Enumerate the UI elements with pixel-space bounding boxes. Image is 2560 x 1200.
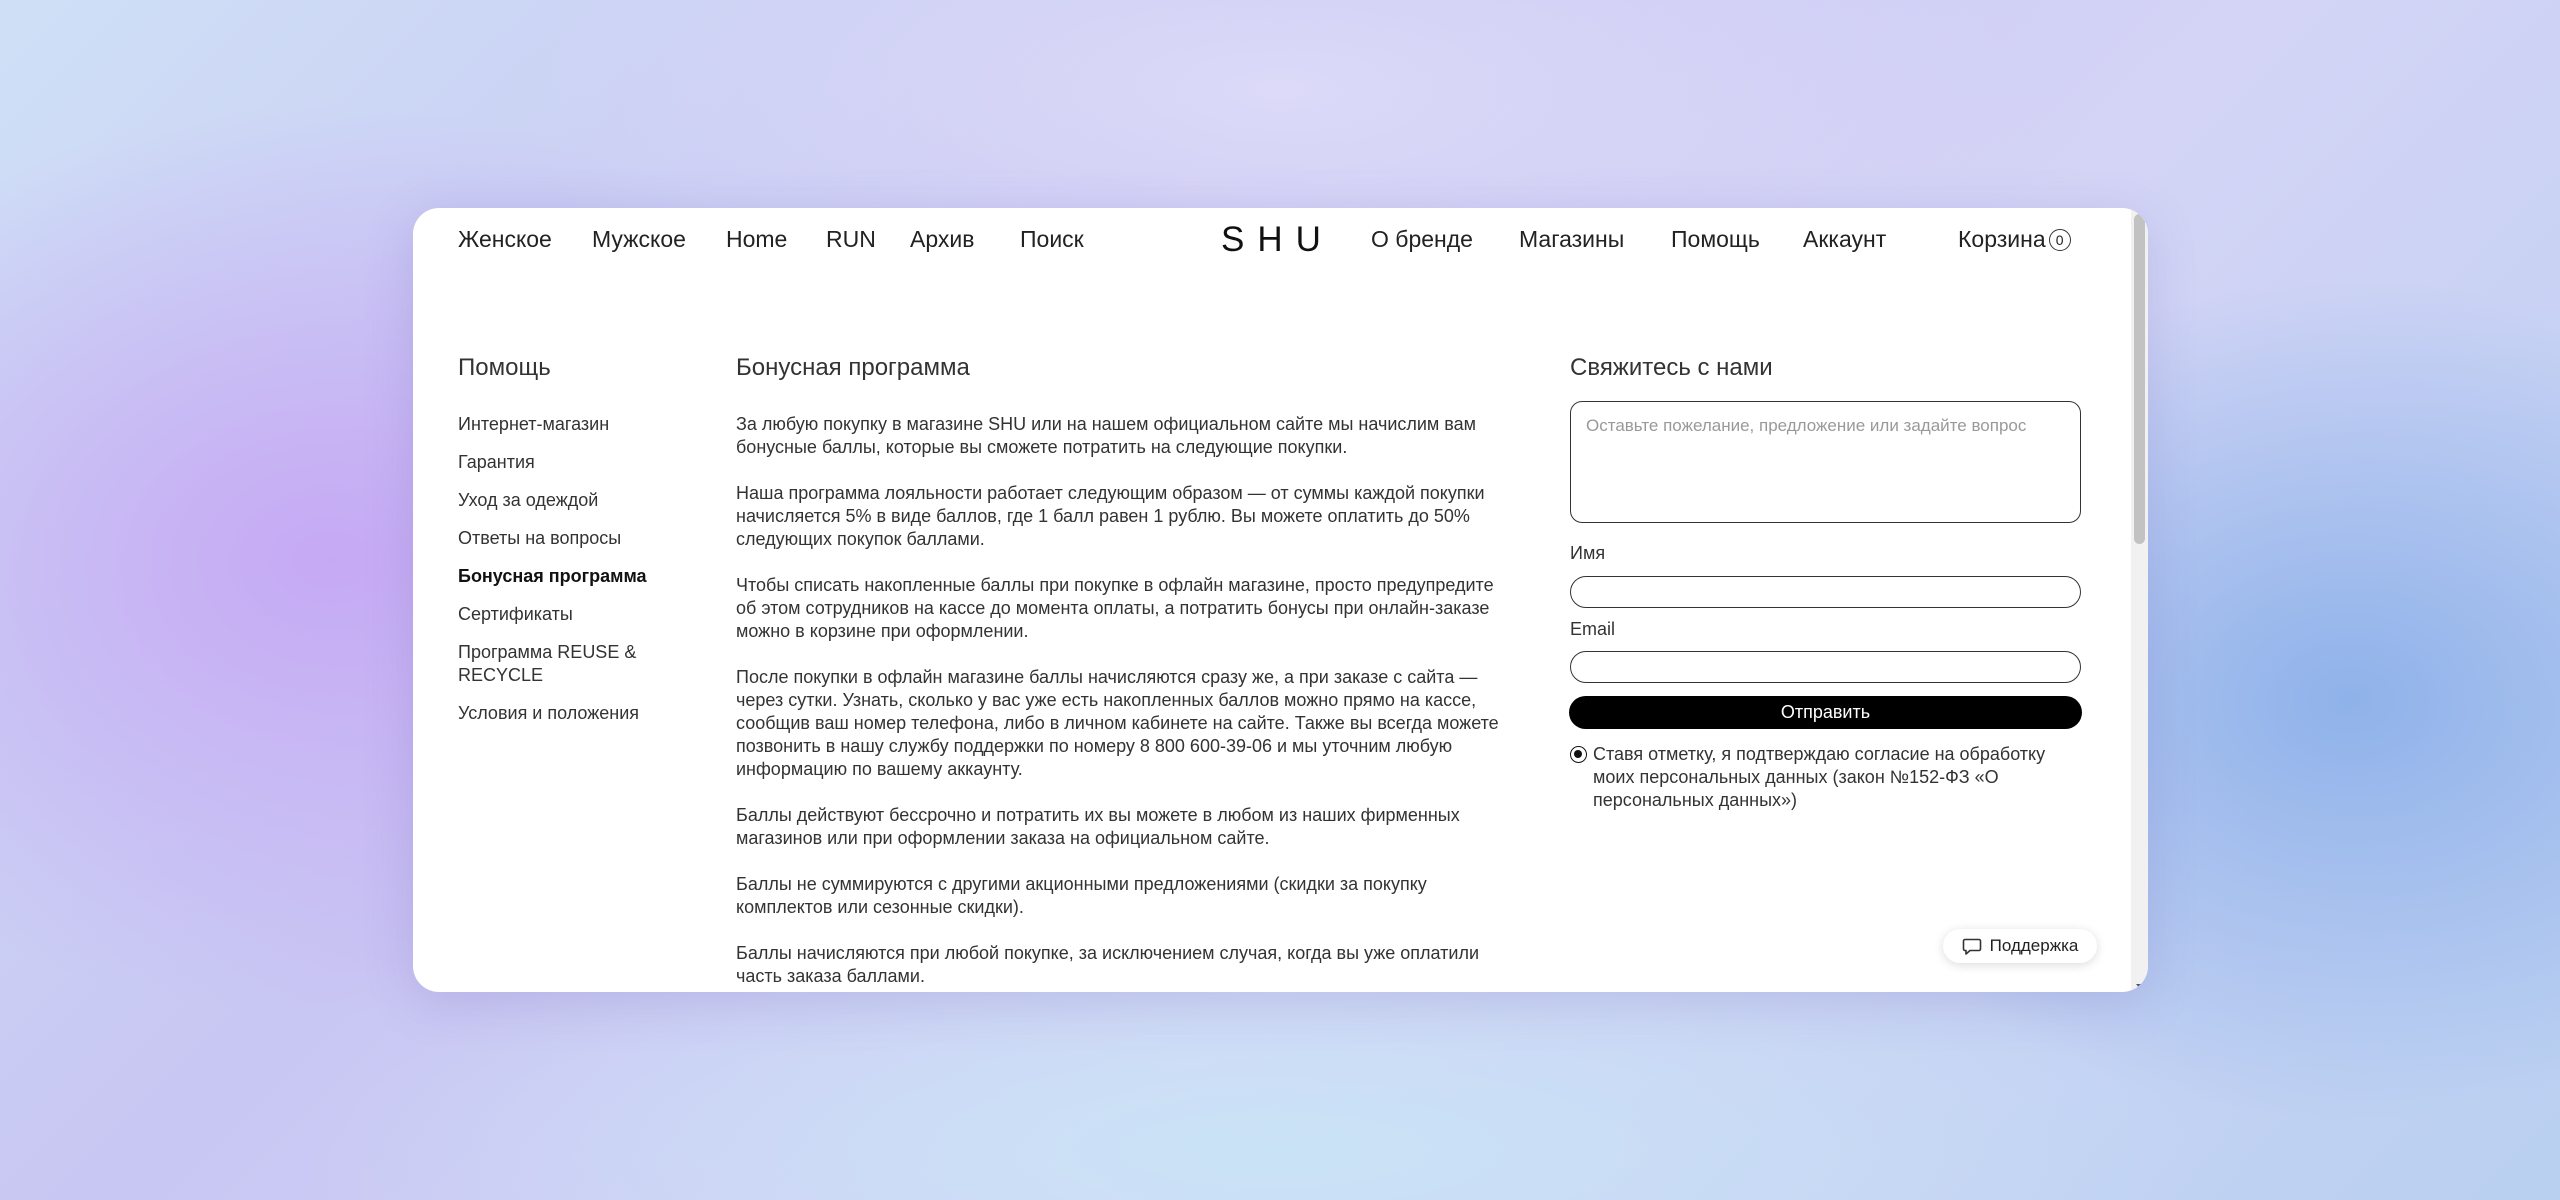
name-field[interactable] xyxy=(1570,576,2081,608)
sidebar-item-faq[interactable]: Ответы на вопросы xyxy=(458,528,622,548)
site-header xyxy=(413,208,2148,272)
paragraph: Баллы не суммируются с другими акционными предложениями (скидки за покупку комплектов или сезонные скидки). xyxy=(736,874,1427,917)
article-body xyxy=(736,413,1516,992)
help-sidebar xyxy=(458,413,688,740)
page-title: Бонусная программа xyxy=(736,354,970,381)
cart-button[interactable] xyxy=(1958,226,2071,253)
nav-help[interactable]: Помощь xyxy=(1671,226,1760,252)
nav-archive[interactable]: Архив xyxy=(910,226,975,252)
name-label: Имя xyxy=(1570,543,1606,563)
message-textarea[interactable] xyxy=(1570,401,2081,523)
browser-window xyxy=(413,208,2148,992)
paragraph: Баллы действуют бессрочно и потратить их вы можете в любом из наших фирменных магазинов или при оформлении заказа на официальном сайте. xyxy=(736,805,1460,848)
email-field[interactable] xyxy=(1570,651,2081,683)
nav-account[interactable]: Аккаунт xyxy=(1803,226,1887,252)
nav-run[interactable]: RUN xyxy=(826,226,876,252)
sidebar-item-bonus-program[interactable]: Бонусная программа xyxy=(458,566,647,586)
consent-text: Ставя отметку, я подтверждаю согласие на обработку моих персональных данных (закон №152-ФЗ «О персональных данных») xyxy=(1593,744,2046,810)
nav-home[interactable]: Home xyxy=(726,226,788,252)
submit-button[interactable]: Отправить xyxy=(1569,696,2082,729)
contact-title: Свяжитесь с нами xyxy=(1570,354,1773,381)
consent-radio[interactable] xyxy=(1570,746,1587,763)
paragraph: Наша программа лояльности работает следующим образом — от суммы каждой покупки начисляется 5% в виде баллов, где 1 балл равен 1 рублю. Вы можете оплатить до 50% следующих покупок баллами. xyxy=(736,483,1485,549)
paragraph: Баллы начисляются при любой покупке, за исключением случая, когда вы уже оплатили часть заказа баллами. xyxy=(736,943,1480,986)
email-label: Email xyxy=(1570,619,1616,639)
sidebar-item-terms[interactable]: Условия и положения xyxy=(458,703,640,723)
cart-count-badge: 0 xyxy=(2049,229,2071,251)
paragraph: За любую покупку в магазине SHU или на нашем официальном сайте мы начислим вам бонусные баллы, которые вы сможете потратить на следующие покупки. xyxy=(736,414,1477,457)
cart-label: Корзина xyxy=(1958,226,2046,252)
sidebar-item-certificates[interactable]: Сертификаты xyxy=(458,604,573,624)
page-scrollbar[interactable] xyxy=(2131,208,2148,992)
paragraph: Чтобы списать накопленные баллы при покупке в офлайн магазине, просто предупредите об этом сотрудников на кассе до момента оплаты, а потратить бонусы при онлайн-заказе можно в корзине при оформлении. xyxy=(736,575,1494,641)
sidebar-item-clothing-care[interactable]: Уход за одеждой xyxy=(458,490,599,510)
nav-stores[interactable]: Магазины xyxy=(1519,226,1625,252)
sidebar-title: Помощь xyxy=(458,354,551,381)
support-button[interactable] xyxy=(1943,929,2097,963)
brand-logo[interactable]: SHU xyxy=(1221,220,1334,259)
support-label: Поддержка xyxy=(1989,936,2079,955)
scroll-down-arrow-icon[interactable] xyxy=(2136,984,2144,989)
scrollbar-thumb[interactable] xyxy=(2134,214,2145,544)
paragraph: После покупки в офлайн магазине баллы начисляются сразу же, а при заказе с сайта — через сутки. Узнать, сколько у вас уже есть накопленных баллов можно прямо на кассе, сообщив ваш номер телефона, либо в личном кабинете на сайте. Также вы всегда можете позвонить в нашу службу поддержки по номеру 8 800 600-39-06 и мы уточним любую информацию по вашему аккаунту. xyxy=(736,667,1499,779)
nav-men[interactable]: Мужское xyxy=(592,226,686,252)
nav-search[interactable]: Поиск xyxy=(1020,226,1084,252)
sidebar-item-warranty[interactable]: Гарантия xyxy=(458,452,535,472)
nav-women[interactable]: Женское xyxy=(458,226,552,252)
nav-about-brand[interactable]: О бренде xyxy=(1371,226,1473,252)
chat-bubble-icon xyxy=(1962,937,1982,956)
sidebar-item-online-store[interactable]: Интернет-магазин xyxy=(458,414,610,434)
sidebar-item-reuse-recycle[interactable]: Программа REUSE & RECYCLE xyxy=(458,642,637,685)
